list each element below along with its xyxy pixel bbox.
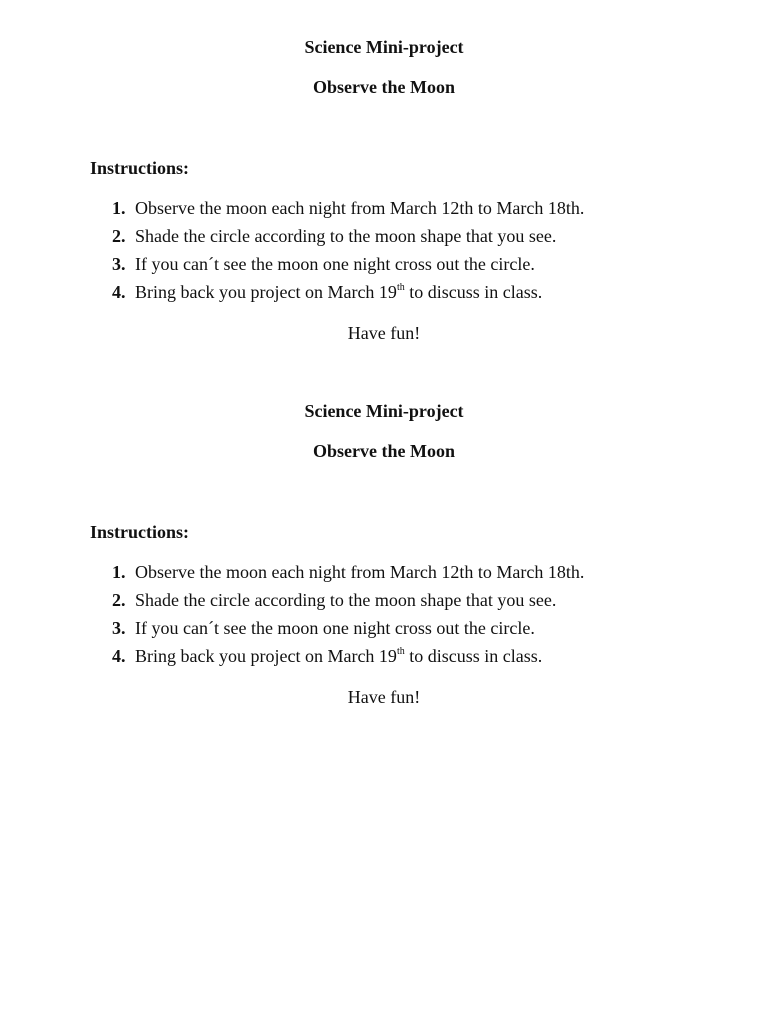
ordinal-superscript: th <box>396 282 405 293</box>
instruction-number: 4. <box>112 282 126 302</box>
instruction-number: 1. <box>112 198 126 218</box>
instruction-item <box>0 558 768 586</box>
instruction-text-main: Bring back you project on March 19 <box>135 282 397 302</box>
instruction-item <box>0 250 768 278</box>
closing-message: Have fun! <box>347 323 421 343</box>
instruction-number: 2. <box>112 590 126 610</box>
instruction-text <box>135 278 542 306</box>
project-title: Science Mini-project <box>304 37 464 57</box>
instruction-text-end: to discuss in class. <box>404 282 543 302</box>
instruction-text: Observe the moon each night from March 12th to March 18th. <box>135 198 585 218</box>
instruction-item <box>0 586 768 614</box>
instruction-item <box>0 614 768 642</box>
project-section-1 <box>0 33 768 347</box>
instruction-number: 4. <box>112 646 126 666</box>
instruction-text: Observe the moon each night from March 12th to March 18th. <box>135 562 585 582</box>
instruction-number: 3. <box>112 618 126 638</box>
instructions-heading: Instructions: <box>90 158 190 178</box>
instructions-list <box>0 558 768 670</box>
project-subtitle: Observe the Moon <box>313 441 455 461</box>
closing-message: Have fun! <box>347 687 421 707</box>
instruction-number: 1. <box>112 562 126 582</box>
instruction-item <box>0 642 768 670</box>
instruction-item <box>0 194 768 222</box>
instruction-number: 2. <box>112 226 126 246</box>
instruction-item <box>0 278 768 306</box>
instruction-number: 3. <box>112 254 126 274</box>
project-section-2 <box>0 397 768 711</box>
instruction-item <box>0 222 768 250</box>
instruction-text: Shade the circle according to the moon shape that you see. <box>135 226 557 246</box>
project-title: Science Mini-project <box>304 401 464 421</box>
instruction-text: If you can´t see the moon one night cross out the circle. <box>135 618 535 638</box>
instruction-text-main: Bring back you project on March 19 <box>135 646 397 666</box>
project-subtitle: Observe the Moon <box>313 77 455 97</box>
instruction-text <box>135 642 542 670</box>
instructions-list <box>0 194 768 306</box>
ordinal-superscript: th <box>396 646 405 657</box>
instruction-text-end: to discuss in class. <box>404 646 543 666</box>
instruction-text: Shade the circle according to the moon shape that you see. <box>135 590 557 610</box>
instructions-heading: Instructions: <box>90 522 190 542</box>
instruction-text: If you can´t see the moon one night cross out the circle. <box>135 254 535 274</box>
